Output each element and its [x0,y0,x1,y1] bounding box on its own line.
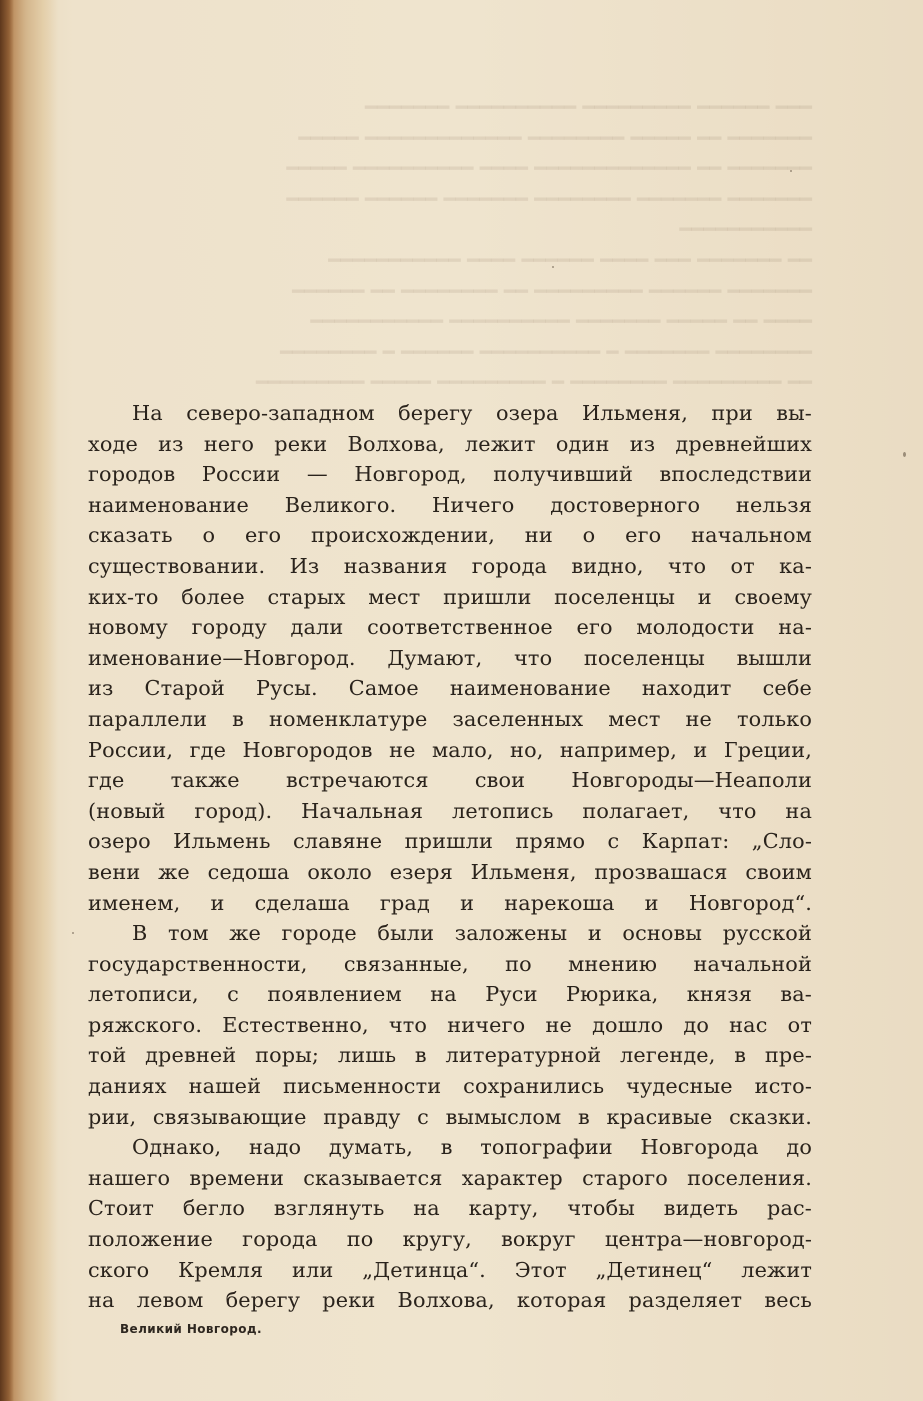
text-line: нашего времени сказывается характер старого поселения. [88,1165,812,1190]
paper-speck [790,170,792,172]
text-line: наименование Великого. Ничего достоверного нельзя [88,492,812,517]
text-line: ряжского. Естественно, что ничего не дошло до нас от [88,1012,812,1037]
text-line: на левом берегу реки Волхова, которая разделяет весь [88,1288,812,1313]
paper-speck [552,266,554,268]
text-line: где также встречаются свои Новгороды—Неаполи [88,768,812,793]
text-line: вени же седоша около езеря Ильменя, прозвашася своим [88,859,812,884]
text-line: На северо-западном берегу озера Ильменя, при вы- [132,401,812,425]
text-line: летописи, с появлением на Руси Рюрика, князя ва- [88,982,812,1007]
text-line: (новый город). Начальная летопись полагает, что на [88,798,812,823]
paper-speck [903,452,906,457]
text-line: даниях нашей письменности сохранились чудесные исто- [88,1074,812,1099]
text-line: существовании. Из названия города видно, что от ка- [88,553,812,578]
text-line: положение города по кругу, вокруг центра—новгород- [88,1227,812,1252]
text-line: именем, и сделаша град и нарекоша и Новгород“. [88,890,812,915]
text-line: из Старой Русы. Самое наименование находит себе [88,676,812,701]
body-text [88,398,812,1316]
text-line: Стоит бегло взглянуть на карту, чтобы видеть рас- [88,1196,812,1221]
text-line: городов России — Новгород, получивший впоследствии [88,462,812,487]
text-line: ких-то более старых мест пришли поселенцы и своему [88,584,812,609]
text-line: Однако, надо думать, в топографии Новгорода до [132,1135,812,1160]
text-line: сказать о его происхождении, ни о его начальном [88,523,812,548]
text-line: именование—Новгород. Думают, что поселенцы вышли [88,645,812,670]
text-line: В том же городе были заложены и основы русской [132,921,812,946]
text-line: новому городу дали соответственное его молодости на- [88,615,812,640]
text-line: рии, связывающие правду с вымыслом в красивые сказки. [88,1104,812,1129]
text-line: параллели в номенклатуре заселенных мест не только [88,706,812,731]
text-line: государственности, связанные, по мнению начальной [88,951,812,976]
text-line: России, где Новгородов не мало, но, например, и Греции, [88,737,812,762]
bleed-through-decoration: ━━━ ━━━━━━ ━━━━━━━━━ ━━━━━━━━━━ ━━━━━━━ ━━━━━━━ ━━ ━━━━━ ━━━━━━━━ ━━━━━━━━━━━━━ ━━━━━ ━━━━━━━ ━━ ━━━━━━━━━━━━━ ━━━━ ━━━━━━━━━━ ━━━━━ ━━━━━━━ ━━━━━━━ ━━━━━━━━ ━━━━━━━ ━━━━━━ ━━━━━━ ━━━━━━━━━━━ ━━ ━━━━━━━ ━━━ ━━━━ ━━━━━━ ━━━━ ━━━━━━━━━━━ ━━━━━━━ ━━━━━━ ━━━━━━━━━ ━━ ━━━━━━━━ ━━ ━━━━━━ ━━━━ ━━ ━━━━━ ━━━━━━━ ━━━━━━━━━━ ━━━━━━━━━━━ ━━━━━━━━ ━━━━━━━ ━ ━━━━━━━━━━ ━━━━━━ ━ ━━━━━━━━ ━━ ━━━━━━━━━ ━━━━━━━━ ━ ━━━━━━━━━ ━━━━━ ━━━━━━━━━ [256,95,812,395]
text-line: той древней поры; лишь в литературной легенде, в пре- [88,1043,812,1068]
paper-speck [72,932,74,934]
text-line: ского Кремля или „Детинца“. Этот „Детинец“ лежит [88,1257,812,1282]
book-binding-edge [0,0,14,1401]
page-footer-signature: Великий Новгород. [120,1322,262,1336]
text-line: ходе из него реки Волхова, лежит один из древнейших [88,431,812,456]
text-line: озеро Ильмень славяне пришли прямо с Карпат: „Сло- [88,829,812,854]
